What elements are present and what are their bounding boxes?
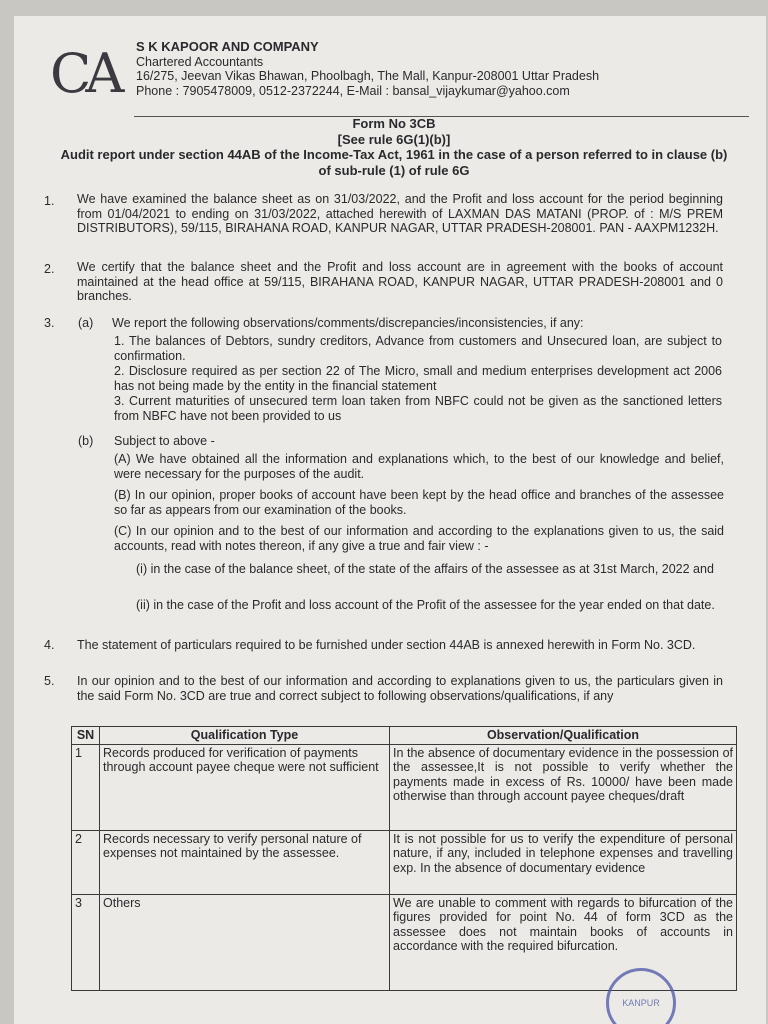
para-1: We have examined the balance sheet as on 31/03/2022, and the Profit and loss account for the period beginning from 01/04/2021 to ending on 31/03/2022, attached herewith of LAXMAN DAS MATANI (PROP. of : M/S PREM DISTRIBUTORS), 59/115, BIRAHANA ROAD, KANPUR NAGAR, UTTAR PRADESH-208001. PAN - AAXPM1232H. xyxy=(77,192,723,236)
header-observation: Observation/Qualification xyxy=(390,727,737,745)
para-3b-C: (C) In our opinion and to the best of our information and according to the explanations given to us, the said accounts, read with notes thereon, if any give a true and fair view : - xyxy=(114,524,724,553)
table-row xyxy=(72,830,737,894)
firm-seal-stamp: KANPUR xyxy=(606,968,676,1024)
firm-details xyxy=(136,40,599,98)
cell-sn: 1 xyxy=(72,744,100,830)
qualification-table xyxy=(71,726,737,991)
form-subject: Audit report under section 44AB of the Income-Tax Act, 1961 in the case of a person referred to in clause (b) of sub-rule (1) of rule 6G xyxy=(60,147,728,178)
table-row xyxy=(72,744,737,830)
observation-1: 1. The balances of Debtors, sundry creditors, Advance from customers and Unsecured loan, are subject to confirmation. xyxy=(114,334,722,363)
cell-observation: In the absence of documentary evidence in the possession of the assessee,It is not possible to verify whether the payments made in excess of Rs. 10000/ have been made otherwise than through account payee cheques/draft xyxy=(390,744,737,830)
firm-contact: Phone : 7905478009, 0512-2372244, E-Mail : bansal_vijaykumar@yahoo.com xyxy=(136,83,570,98)
para-1-number: 1. xyxy=(44,194,55,208)
observation-3: 3. Current maturities of unsecured term loan taken from NBFC could not be given as the sanctioned letters from NBFC have not been provided to us xyxy=(114,394,722,423)
para-4-number: 4. xyxy=(44,638,55,652)
para-3b-A: (A) We have obtained all the information and explanations which, to the best of our knowledge and belief, were necessary for the purposes of the audit. xyxy=(114,452,724,481)
header-sn: SN xyxy=(72,727,100,745)
para-3b-label: (b) xyxy=(78,434,94,448)
form-heading xyxy=(54,116,734,178)
cell-type: Records produced for verification of payments through account payee cheque were not sufficient xyxy=(100,744,390,830)
firm-address: 16/275, Jeevan Vikas Bhawan, Phoolbagh, The Mall, Kanpur-208001 Uttar Pradesh xyxy=(136,69,600,83)
form-rule: [See rule 6G(1)(b)] xyxy=(337,131,451,147)
firm-subtitle: Chartered Accountants xyxy=(136,54,264,69)
firm-name: S K KAPOOR AND COMPANY xyxy=(136,39,319,54)
para-2-number: 2. xyxy=(44,262,55,276)
para-4: The statement of particulars required to be furnished under section 44AB is annexed herewith in Form No. 3CD. xyxy=(77,638,696,652)
para-3a-label: (a) xyxy=(78,316,94,330)
para-3b-B: (B) In our opinion, proper books of account have been kept by the head office and branches of the assessee so far as appears from our examination of the books. xyxy=(114,488,724,517)
cell-observation: We are unable to comment with regards to bifurcation of the figures provided for point No. 44 of form 3CD as the assessee does not maintain books of accounts in accordance with the required bifurcation. xyxy=(390,894,737,990)
cell-sn: 2 xyxy=(72,830,100,894)
form-title: Form No 3CB xyxy=(352,116,436,131)
ca-logo: CA xyxy=(50,42,119,105)
para-3-number: 3. xyxy=(44,316,55,330)
table-header-row xyxy=(72,727,737,745)
para-5-number: 5. xyxy=(44,674,55,688)
para-3b-C-ii: (ii) in the case of the Profit and loss account of the Profit of the assessee for the year ended on that date. xyxy=(136,598,715,612)
cell-sn: 3 xyxy=(72,894,100,990)
cell-observation: It is not possible for us to verify the expenditure of personal nature, if any, included in telephone expenses and travelling exp. In the absence of documentary evidence xyxy=(390,830,737,894)
cell-type: Records necessary to verify personal nature of expenses not maintained by the assessee. xyxy=(100,830,390,894)
para-3b-C-i: (i) in the case of the balance sheet, of the state of the affairs of the assessee as at 31st March, 2022 and xyxy=(136,562,714,576)
para-5: In our opinion and to the best of our information and according to explanations given to us, the particulars given in the said Form No. 3CD are true and correct subject to following observations/qualifications, if any xyxy=(77,674,723,703)
para-3b: Subject to above - xyxy=(114,434,215,448)
cell-type: Others xyxy=(100,894,390,990)
header-qualification-type: Qualification Type xyxy=(100,727,390,745)
observation-2: 2. Disclosure required as per section 22 of The Micro, small and medium enterprises development act 2006 has not being made by the entity in the financial statement xyxy=(114,364,722,393)
para-3a: We report the following observations/comments/discrepancies/inconsistencies, if any: xyxy=(112,316,584,330)
para-2: We certify that the balance sheet and the Profit and loss account are in agreement with the books of account maintained at the head office at 59/115, BIRAHANA ROAD, KANPUR NAGAR, UTTAR PRADESH-208001 and 0 branches. xyxy=(77,260,723,304)
document-page xyxy=(14,16,766,1024)
